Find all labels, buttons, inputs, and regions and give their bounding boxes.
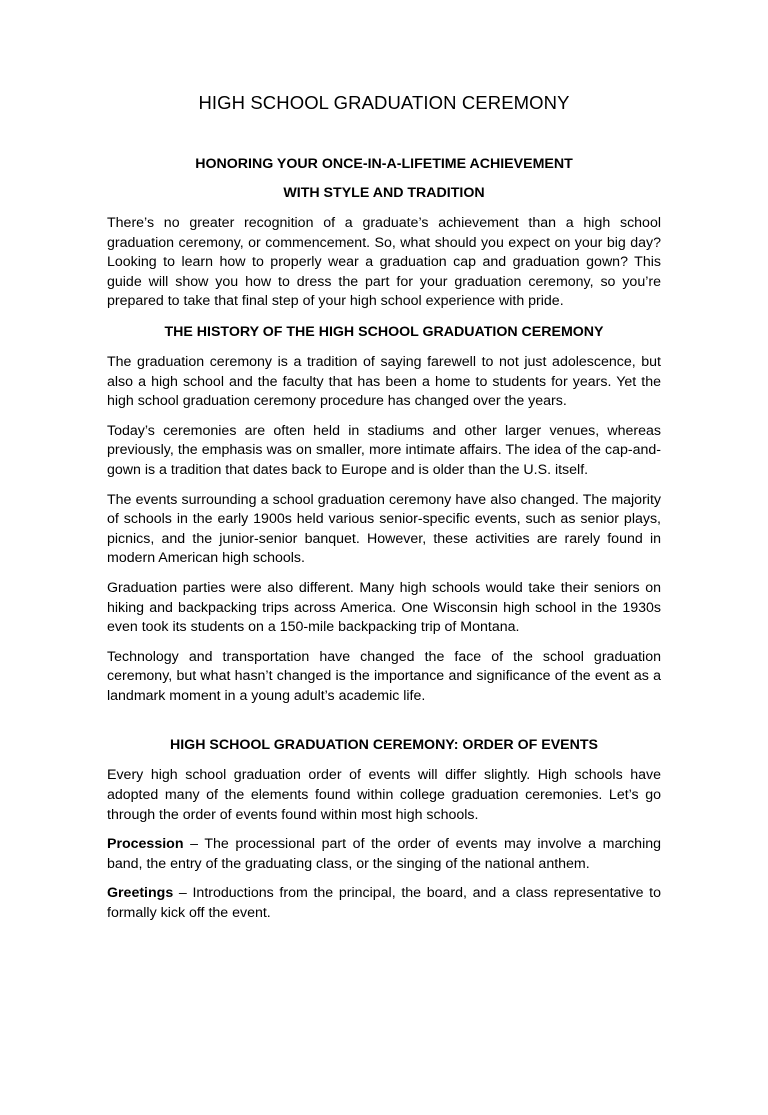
history-paragraph: Graduation parties were also different. Many high schools would take their seniors on hiking and backpacking trips across America. One Wisconsin high school in the 1930s even took its students on a 150-mile backpacking trip of Montana. (107, 579, 661, 636)
document-title: HIGH SCHOOL GRADUATION CEREMONY (198, 92, 570, 113)
intro-paragraph: There’s no greater recognition of a graduate’s achievement than a high school graduation ceremony, or commencement. So, what should you expect on your big day? Looking to learn how to properly wear a graduation cap and graduation gown? This guide will show you how to dress the part for your graduation ceremony, so you’re prepared to take that final step of your high school experience with pride. (107, 215, 661, 310)
history-paragraph: Technology and transportation have changed the face of the school graduation ceremony, but what hasn’t changed is the importance and significance of the event as a landmark moment in a young adult’s academic life. (107, 648, 661, 704)
event-description: – The processional part of the order of events may involve a marching band, the entry of the graduating class, or the singing of the national anthem. (107, 836, 661, 872)
history-paragraph: Today’s ceremonies are often held in stadiums and other larger venues, whereas previously, the emphasis was on smaller, more intimate affairs. The idea of the cap-and-gown is a tradition that dates back to Europe and is older than the U.S. itself. (107, 422, 661, 478)
event-item-procession (107, 835, 661, 874)
order-intro-paragraph: Every high school graduation order of events will differ slightly. High schools have adopted many of the elements found within college graduation ceremonies. Let’s go through the order of events found within most high schools. (107, 767, 661, 823)
history-paragraph: The graduation ceremony is a tradition of saying farewell to not just adolescence, but also a high school and the faculty that has been a home to students for years. Yet the high school graduation ceremony procedure has changed over the years. (107, 353, 661, 410)
event-item-greetings (107, 884, 661, 923)
document-page (0, 91, 768, 1115)
history-heading: THE HISTORY OF THE HIGH SCHOOL GRADUATION CEREMONY (164, 323, 604, 340)
event-description: – Introductions from the principal, the board, and a class representative to formally kick off the event. (107, 885, 661, 922)
history-paragraph: The events surrounding a school graduation ceremony have also changed. The majority of schools in the early 1900s held various senior-specific events, such as senior plays, picnics, and the junior-senior banquet. However, these activities are rarely found in modern American high schools. (107, 491, 661, 567)
subtitle-line-2: WITH STYLE AND TRADITION (283, 185, 485, 201)
subtitle-line-1: HONORING YOUR ONCE-IN-A-LIFETIME ACHIEVEMENT (195, 156, 573, 172)
event-term: Greetings (107, 885, 174, 902)
order-of-events-heading: HIGH SCHOOL GRADUATION CEREMONY: ORDER OF EVENTS (169, 737, 598, 754)
event-term: Procession (107, 836, 184, 853)
